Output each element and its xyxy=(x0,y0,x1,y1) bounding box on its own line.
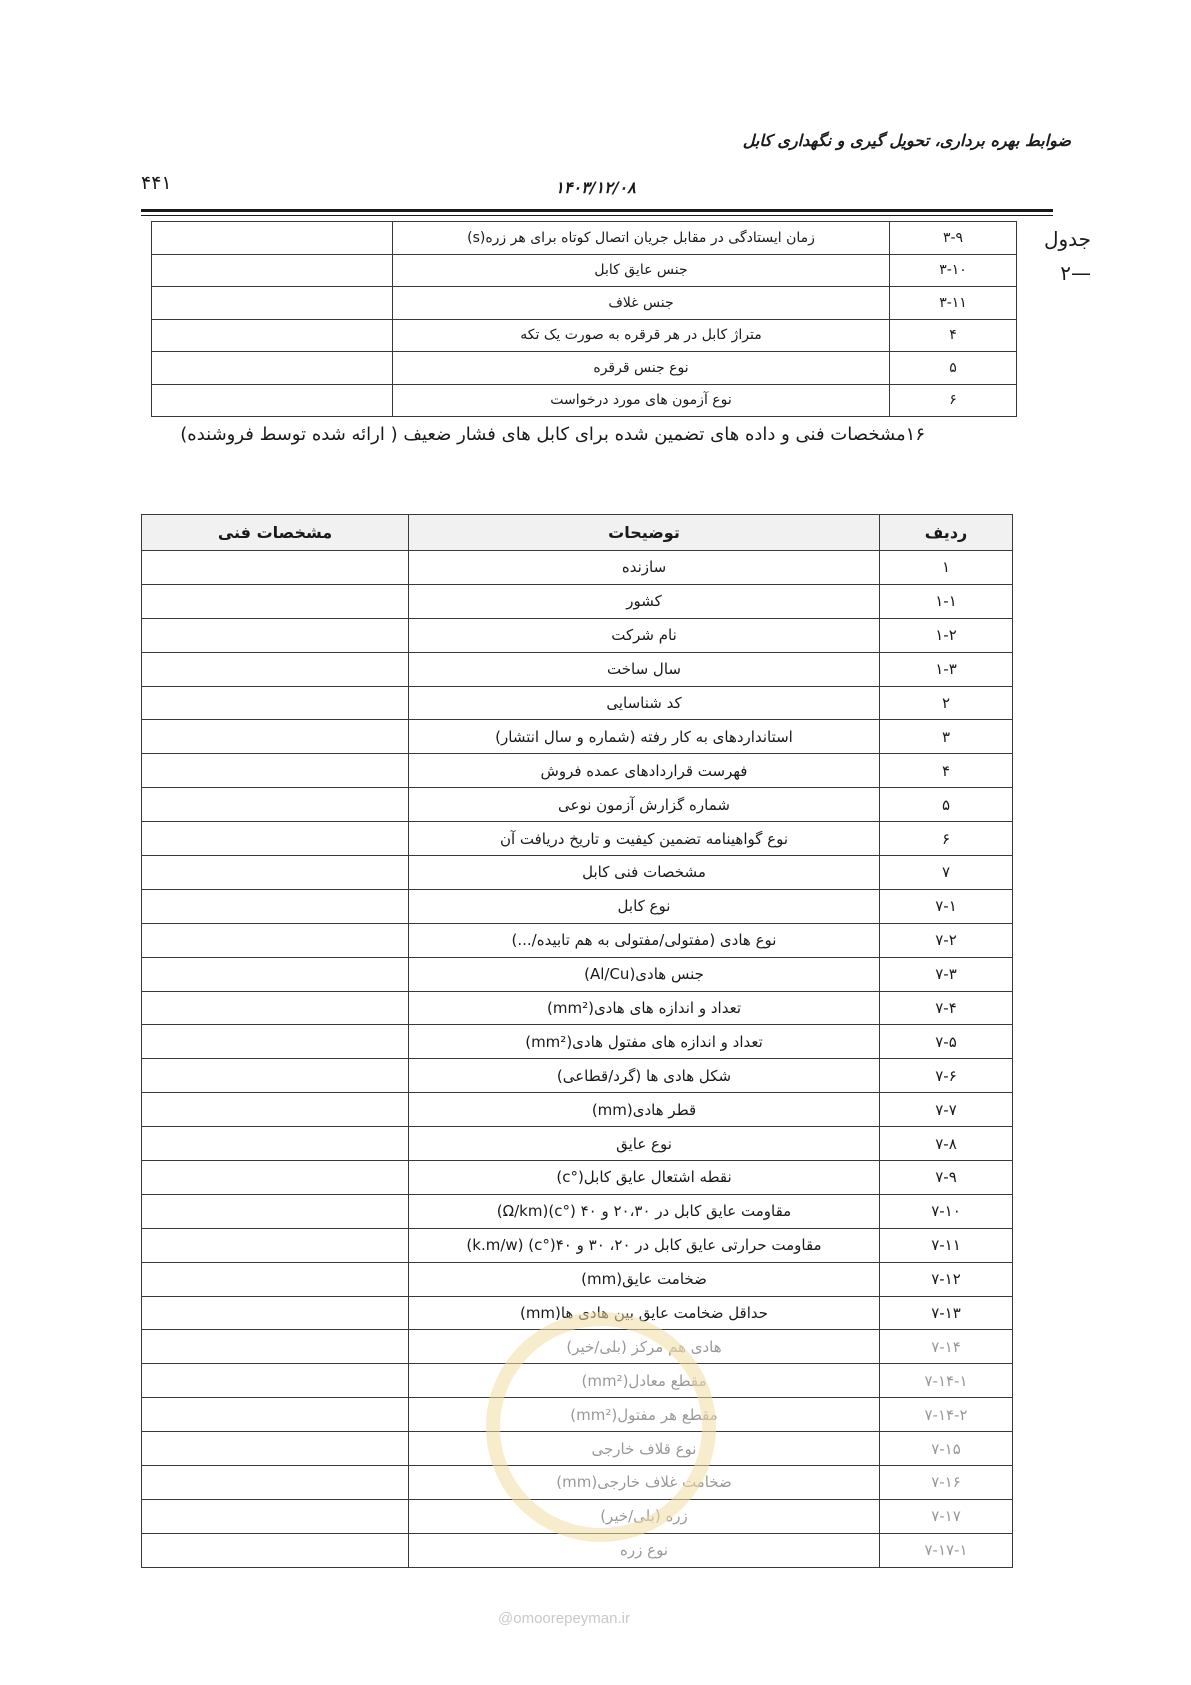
cell-desc: نوع گواهینامه تضمین کیفیت و تاریخ دریافت آن xyxy=(409,822,880,856)
table-side-label-line1: جدول xyxy=(1043,227,1091,251)
cell-desc: متراژ کابل در هر قرقره به صورت یک تکه xyxy=(393,319,890,352)
cell-spec xyxy=(142,1499,409,1533)
header-rule-thin xyxy=(141,215,1053,216)
cell-num: ۷-۲ xyxy=(880,923,1013,957)
table-row xyxy=(142,1127,1013,1161)
cell-spec xyxy=(142,584,409,618)
cell-spec xyxy=(142,1533,409,1567)
table-row xyxy=(142,1194,1013,1228)
cell-desc: نوع کابل xyxy=(409,889,880,923)
cell-num: ۴ xyxy=(880,754,1013,788)
cell-num: ۷-۷ xyxy=(880,1093,1013,1127)
cell-desc: مقطع هر مفتول(mm²) xyxy=(409,1398,880,1432)
cell-desc: هادی هم مرکز (بلی/خیر) xyxy=(409,1330,880,1364)
cell-num: ۳-۱۰ xyxy=(890,254,1017,287)
cell-desc: ضخامت عایق(mm) xyxy=(409,1262,880,1296)
cell-num: ۷-۱۲ xyxy=(880,1262,1013,1296)
spec-table-header-row xyxy=(142,515,1013,551)
watermark-text: @omoorepeyman.ir xyxy=(498,1610,630,1627)
cell-num: ۷-۴ xyxy=(880,991,1013,1025)
table-row xyxy=(142,923,1013,957)
table-row xyxy=(142,551,1013,585)
cell-desc: نوع عایق xyxy=(409,1127,880,1161)
cell-num: ۳-۹ xyxy=(890,222,1017,255)
cell-num: ۱-۱ xyxy=(880,584,1013,618)
cell-num: ۷-۱۱ xyxy=(880,1228,1013,1262)
table-row xyxy=(142,991,1013,1025)
table-row xyxy=(152,319,1017,352)
table-row xyxy=(142,652,1013,686)
cell-desc: نوع آزمون های مورد درخواست xyxy=(393,384,890,417)
cell-num: ۶ xyxy=(880,822,1013,856)
table-row xyxy=(142,720,1013,754)
table-row xyxy=(142,1161,1013,1195)
document-header-title: ضوابط بهره برداری، تحویل گیری و نگهداری کابل xyxy=(742,131,1071,150)
table-caption: ۱۶مشخصات فنی و داده های تضمین شده برای کابل های فشار ضعیف ( ارائه شده توسط فروشنده) xyxy=(180,424,925,445)
cell-num: ۷-۱۷-۱ xyxy=(880,1533,1013,1567)
cell-value xyxy=(152,384,393,417)
cell-value xyxy=(152,319,393,352)
cell-num: ۷-۱۵ xyxy=(880,1432,1013,1466)
cell-num: ۷-۱۰ xyxy=(880,1194,1013,1228)
table-row xyxy=(142,788,1013,822)
table-side-label xyxy=(1031,222,1091,290)
cell-desc: نوع زره xyxy=(409,1533,880,1567)
cell-spec xyxy=(142,551,409,585)
cell-desc: مقاومت عایق کابل در ۲۰،۳۰ و ۴۰ (°c)(Ω/km) xyxy=(409,1194,880,1228)
cell-desc: فهرست قراردادهای عمده فروش xyxy=(409,754,880,788)
table-row xyxy=(142,889,1013,923)
header-row-number: ردیف xyxy=(880,515,1013,551)
cell-desc: حداقل ضخامت عایق بین هادی ها(mm) xyxy=(409,1296,880,1330)
cell-desc: ضخامت غلاف خارجی(mm) xyxy=(409,1466,880,1500)
continued-table xyxy=(151,221,1017,417)
cell-spec xyxy=(142,1025,409,1059)
cell-spec xyxy=(142,1364,409,1398)
cell-num: ۷-۱۴-۲ xyxy=(880,1398,1013,1432)
cell-spec xyxy=(142,1398,409,1432)
table-row xyxy=(152,352,1017,385)
cell-num: ۷-۳ xyxy=(880,957,1013,991)
cell-desc: نوع جنس قرقره xyxy=(393,352,890,385)
cell-spec xyxy=(142,1059,409,1093)
page-number: ۴۴۱ xyxy=(141,172,172,194)
cell-num: ۶ xyxy=(890,384,1017,417)
table-row xyxy=(142,1262,1013,1296)
cell-desc: تعداد و اندازه های مفتول هادی(mm²) xyxy=(409,1025,880,1059)
cell-desc: نام شرکت xyxy=(409,618,880,652)
header-technical-spec: مشخصات فنی xyxy=(142,515,409,551)
cell-desc: شماره گزارش آزمون نوعی xyxy=(409,788,880,822)
cell-num: ۷-۱۷ xyxy=(880,1499,1013,1533)
cell-num: ۵ xyxy=(890,352,1017,385)
cell-desc: زره (بلی/خیر) xyxy=(409,1499,880,1533)
cell-num: ۱-۳ xyxy=(880,652,1013,686)
cell-spec xyxy=(142,1262,409,1296)
table-row xyxy=(142,1228,1013,1262)
document-date: ۱۴۰۳/۱۲/۰۸ xyxy=(555,178,636,197)
table-row xyxy=(142,1025,1013,1059)
table-row xyxy=(142,618,1013,652)
table-row xyxy=(152,384,1017,417)
table-row xyxy=(152,222,1017,255)
table-row xyxy=(142,584,1013,618)
cell-num: ۴ xyxy=(890,319,1017,352)
cell-spec xyxy=(142,1161,409,1195)
cell-desc: زمان ایستادگی در مقابل جریان اتصال کوتاه برای هر زره(s) xyxy=(393,222,890,255)
cell-num: ۷-۶ xyxy=(880,1059,1013,1093)
cell-num: ۷-۱۳ xyxy=(880,1296,1013,1330)
cell-num: ۷-۸ xyxy=(880,1127,1013,1161)
cell-spec xyxy=(142,720,409,754)
table-row xyxy=(142,1059,1013,1093)
cell-desc: تعداد و اندازه های هادی(mm²) xyxy=(409,991,880,1025)
cell-spec xyxy=(142,923,409,957)
table-row xyxy=(142,957,1013,991)
cell-value xyxy=(152,287,393,320)
cell-spec xyxy=(142,991,409,1025)
cell-spec xyxy=(142,618,409,652)
cell-num: ۷ xyxy=(880,856,1013,890)
cell-num: ۷-۱۴ xyxy=(880,1330,1013,1364)
cell-num: ۷-۵ xyxy=(880,1025,1013,1059)
watermark-seal xyxy=(486,1312,716,1542)
cell-desc: استانداردهای به کار رفته (شماره و سال انتشار) xyxy=(409,720,880,754)
cell-desc: مشخصات فنی کابل xyxy=(409,856,880,890)
cell-num: ۷-۹ xyxy=(880,1161,1013,1195)
table-row xyxy=(142,822,1013,856)
cell-spec xyxy=(142,1093,409,1127)
cell-num: ۷-۱۴-۱ xyxy=(880,1364,1013,1398)
table-row xyxy=(142,754,1013,788)
cell-num: ۳ xyxy=(880,720,1013,754)
cell-spec xyxy=(142,889,409,923)
table-row xyxy=(152,254,1017,287)
cell-num: ۱ xyxy=(880,551,1013,585)
table-row xyxy=(142,856,1013,890)
cell-desc: نقطه اشتعال عایق کابل(°c) xyxy=(409,1161,880,1195)
cell-desc: کد شناسایی xyxy=(409,686,880,720)
cell-desc: کشور xyxy=(409,584,880,618)
cell-spec xyxy=(142,957,409,991)
cell-value xyxy=(152,254,393,287)
cell-spec xyxy=(142,1296,409,1330)
cell-desc: جنس هادی(Al/Cu) xyxy=(409,957,880,991)
cell-value xyxy=(152,222,393,255)
cell-spec xyxy=(142,1330,409,1364)
cell-spec xyxy=(142,1432,409,1466)
cell-value xyxy=(152,352,393,385)
cell-spec xyxy=(142,788,409,822)
table-row xyxy=(142,686,1013,720)
cell-num: ۷-۱۶ xyxy=(880,1466,1013,1500)
cell-desc: سازنده xyxy=(409,551,880,585)
cell-spec xyxy=(142,1466,409,1500)
cell-spec xyxy=(142,1194,409,1228)
header-description: توضیحات xyxy=(409,515,880,551)
cell-num: ۵ xyxy=(880,788,1013,822)
table-side-label-line2: —۲ xyxy=(1060,261,1091,285)
cell-num: ۱-۲ xyxy=(880,618,1013,652)
cell-desc: سال ساخت xyxy=(409,652,880,686)
cell-desc: مقاومت حرارتی عایق کابل در ۲۰، ۳۰ و ۴۰(°c) (k.m/w) xyxy=(409,1228,880,1262)
cell-num: ۷-۱ xyxy=(880,889,1013,923)
cell-desc: نوع قلاف خارجی xyxy=(409,1432,880,1466)
cell-spec xyxy=(142,754,409,788)
cell-spec xyxy=(142,652,409,686)
cell-spec xyxy=(142,856,409,890)
cell-num: ۳-۱۱ xyxy=(890,287,1017,320)
cell-desc: مقطع معادل(mm²) xyxy=(409,1364,880,1398)
cell-desc: قطر هادی(mm) xyxy=(409,1093,880,1127)
cell-desc: نوع هادی (مفتولی/مفتولی به هم تابیده/...) xyxy=(409,923,880,957)
header-rule-thick xyxy=(141,209,1053,212)
cell-desc: شکل هادی ها (گرد/قطاعی) xyxy=(409,1059,880,1093)
cell-desc: جنس عایق کابل xyxy=(393,254,890,287)
cell-desc: جنس غلاف xyxy=(393,287,890,320)
cell-num: ۲ xyxy=(880,686,1013,720)
cell-spec xyxy=(142,686,409,720)
table-row xyxy=(152,287,1017,320)
cell-spec xyxy=(142,1228,409,1262)
cell-spec xyxy=(142,1127,409,1161)
table-row xyxy=(142,1093,1013,1127)
cell-spec xyxy=(142,822,409,856)
